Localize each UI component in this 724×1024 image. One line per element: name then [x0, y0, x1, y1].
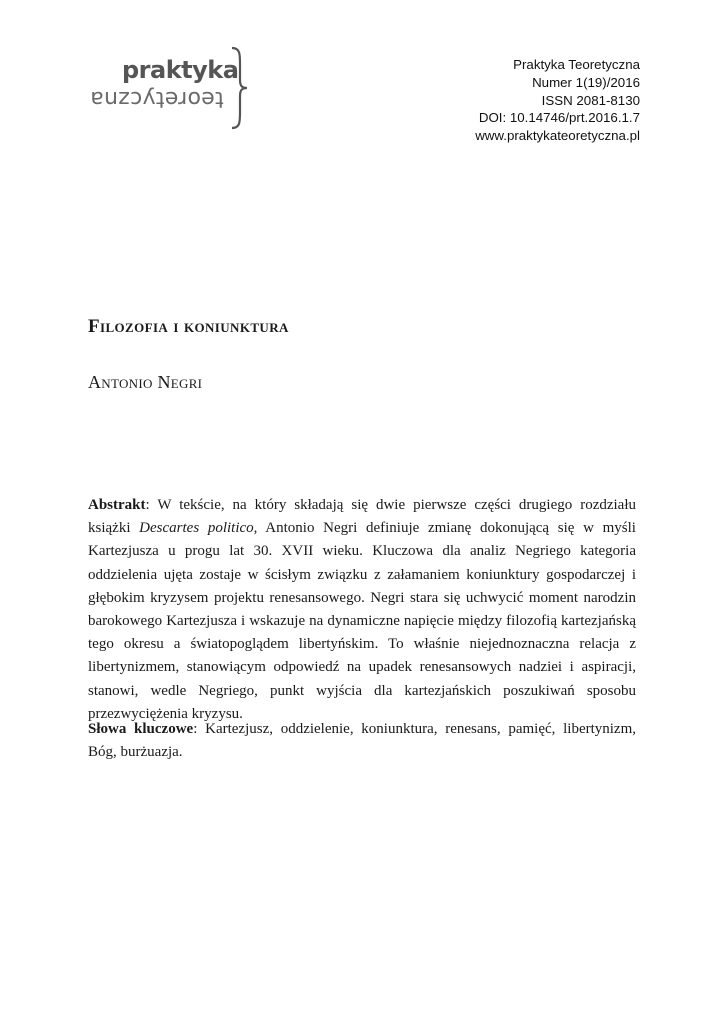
- curly-brace-icon: [228, 46, 250, 130]
- journal-name: Praktyka Teoretyczna: [513, 57, 640, 72]
- journal-issue: Numer 1(19)/2016: [532, 74, 640, 90]
- article-title: Filozofia i koniunktura: [88, 316, 289, 337]
- keywords-separator: :: [193, 721, 206, 737]
- keywords-text: Kartezjusz, oddzielenie, koniunktura, renesans, pamięć, libertynizm, Bóg, burżuazja.: [88, 721, 637, 761]
- journal-info-block: [475, 56, 640, 145]
- abstract-book-title: Descartes politico: [139, 520, 254, 537]
- abstract-text-before: W tekście, na który składają się dwie pierwsze części drugiego rozdziału książki: [88, 497, 636, 537]
- journal-doi: DOI: 10.14746/prt.2016.1.7: [478, 110, 640, 126]
- article-author: Antonio Negri: [88, 372, 203, 392]
- abstract-text-after: , Antonio Negri definiuje zmianę dokonującą się w myśli Kartezjusza u progu lat 30. XVII wieku. Kluczowa dla analiz Negriego kategoria oddzielenia ujęta zostaje w ścisłym związku z załamaniem koniunktury gospodarczej i głębokim kryzysem projektu renesansowego. Negri stara się uchwycić moment narodzin barokowego Kartezjusza i wskazuje na dynamiczne napięcie między filozofią kartezjańską tego okresu a światopoglądem libertyńskim. To właśnie niejednoznaczna relacja z libertynizmem, stanowiącym odpowiedź na upadek renesansowych nadziei i aspiracji, stanowi, wedle Negriego, punkt wyjścia dla kartezjańskich poszukiwań sposobu przezwyciężenia kryzysu.: [88, 520, 636, 722]
- logo-bottom-word-upside-down: teoretyczna: [90, 86, 224, 111]
- keywords-paragraph: [88, 718, 636, 764]
- journal-logo: [88, 46, 258, 130]
- keywords-label: Słowa kluczowe: [88, 721, 194, 737]
- abstract-label: Abstrakt: [88, 497, 146, 513]
- logo-top-word: praktyka: [122, 56, 239, 84]
- abstract-separator: :: [145, 497, 158, 513]
- journal-issn: ISSN 2081-8130: [541, 92, 640, 108]
- abstract-paragraph: [88, 494, 636, 726]
- journal-website: www.praktykateoretyczna.pl: [475, 128, 640, 144]
